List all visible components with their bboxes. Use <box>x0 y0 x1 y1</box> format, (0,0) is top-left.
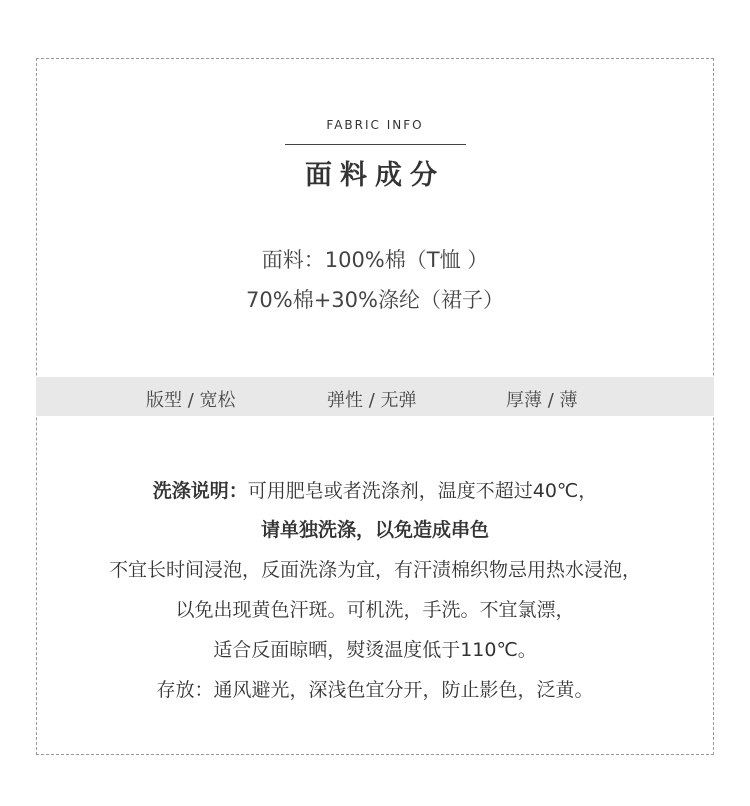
spec-fit: 版型 / 宽松 <box>146 390 236 411</box>
care-instruction-line-4: 以免出现黄色汗斑。可机洗，手洗。不宜氯漂， <box>175 599 575 621</box>
care-text-1: 可用肥皂或者洗涤剂，温度不超过40℃， <box>247 480 598 502</box>
spec-thickness: 厚薄 / 薄 <box>506 390 578 411</box>
care-instruction-line-2 <box>0 515 750 542</box>
care-warning: 请单独洗涤，以免造成串色 <box>260 519 489 541</box>
care-instruction-line-3: 不宜长时间浸泡，反面洗涤为宜，有汗渍棉织物忌用热水浸泡， <box>108 559 641 581</box>
spec-elasticity: 弹性 / 无弹 <box>327 390 417 411</box>
fabric-composition-tshirt: 面料：100%棉（T恤 ） <box>261 248 489 272</box>
care-instruction-line-5: 适合反面晾晒，熨烫温度低于110℃。 <box>213 639 537 661</box>
storage-instruction: 存放：通风避光，深浅色宜分开，防止影色，泛黄。 <box>156 679 594 701</box>
section-title: 面料成分 <box>305 160 445 191</box>
care-instruction-line-1 <box>0 476 750 503</box>
section-subtitle: FABRIC INFO <box>326 118 424 132</box>
fabric-composition-skirt: 70%棉+30%涤纶（裙子） <box>246 288 504 312</box>
specs-bar <box>36 377 714 416</box>
care-label: 洗涤说明： <box>152 480 248 502</box>
title-divider <box>285 144 466 145</box>
